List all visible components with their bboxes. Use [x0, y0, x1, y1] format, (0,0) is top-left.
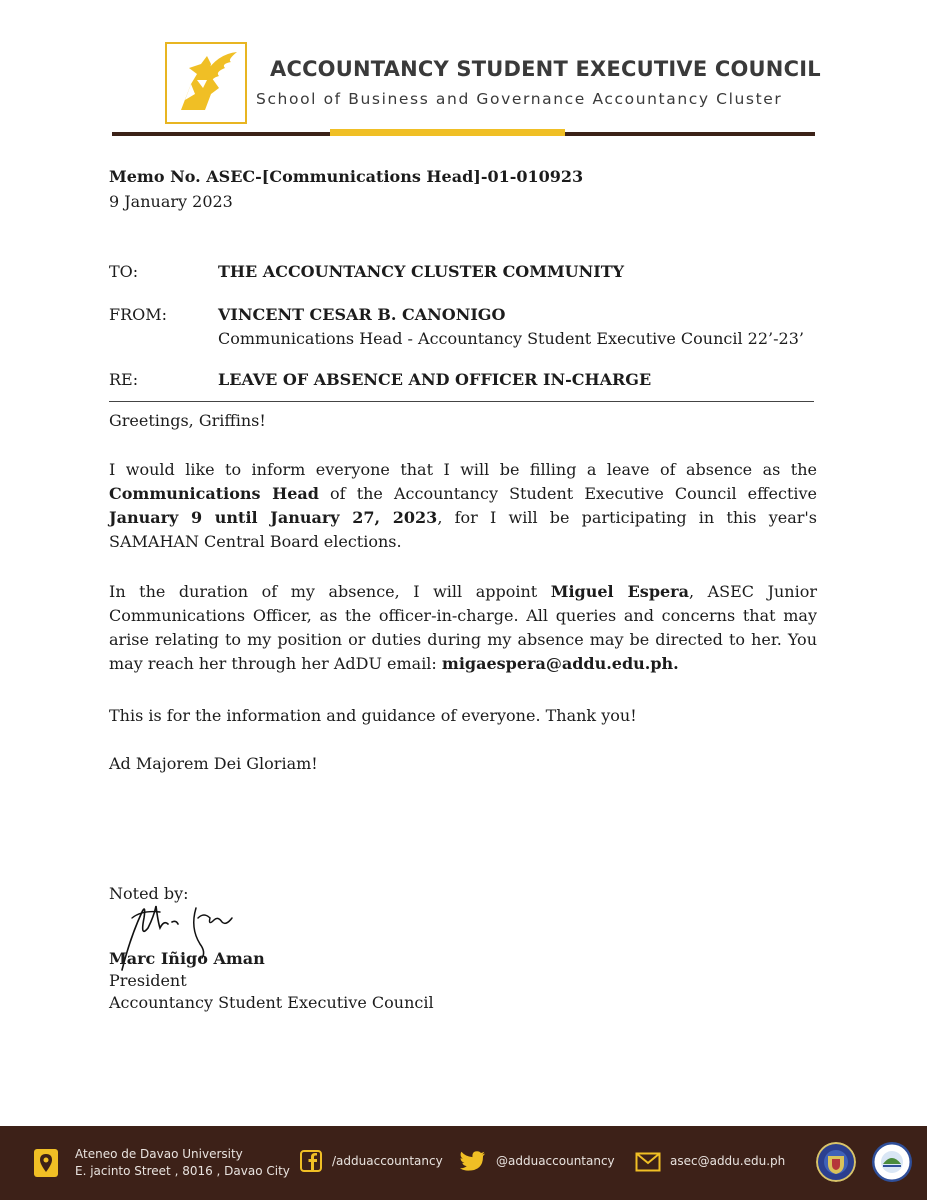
griffin-logo-icon: [167, 44, 245, 122]
signatory-organization: Accountancy Student Executive Council: [109, 993, 434, 1012]
twitter-icon[interactable]: [460, 1151, 486, 1171]
re-label: RE:: [109, 370, 139, 389]
to-label: TO:: [109, 262, 139, 281]
location-pin-icon: [34, 1149, 58, 1177]
city-seal-icon: [872, 1142, 912, 1182]
p1-text-1: I would like to inform everyone that I will be filling a leave of absence as the: [109, 460, 817, 479]
paragraph-thanks: [109, 704, 817, 728]
memo-date: 9 January 2023: [109, 192, 233, 211]
noted-by-label: Noted by:: [109, 884, 189, 903]
memo-head-divider: [109, 401, 814, 402]
closing-text: Ad Majorem Dei Gloriam!: [109, 754, 318, 773]
paragraph-officer-in-charge: [109, 580, 817, 676]
p1-bold-position: Communications Head: [109, 484, 319, 503]
from-name: VINCENT CESAR B. CANONIGO: [218, 305, 506, 324]
footer-address-line1: Ateneo de Davao University: [75, 1147, 243, 1161]
p2-bold-name: Miguel Espera: [550, 582, 689, 601]
paragraph-closing: [109, 752, 817, 776]
p2-bold-email: migaespera@addu.edu.ph.: [441, 654, 679, 673]
p2-text-1: In the duration of my absence, I will appoint: [109, 582, 551, 601]
p2-text-2: , ASEC Junior Communications Officer, as the officer-in-charge. All queries and concerns that may arise relating to my position or duties during my absence may be directed to her. You may reach her through her AdDU email:: [109, 582, 817, 673]
signatory-name: Marc Iñigo Aman: [109, 949, 265, 968]
re-value: LEAVE OF ABSENCE AND OFFICER IN-CHARGE: [218, 370, 652, 389]
footer-facebook-handle[interactable]: /adduaccountancy: [332, 1154, 443, 1168]
p1-text-3: , for I will be participating in this year's SAMAHAN Central Board elections.: [109, 508, 817, 551]
greeting: [109, 409, 817, 433]
p1-bold-dates: January 9 until January 27, 2023: [109, 508, 438, 527]
from-label: FROM:: [109, 305, 168, 324]
footer-bar: [0, 1126, 927, 1200]
memo-number: Memo No. ASEC-[Communications Head]-01-010923: [109, 167, 584, 186]
facebook-icon[interactable]: [300, 1150, 322, 1172]
header-accent-bar: [330, 129, 565, 136]
org-title: ACCOUNTANCY STUDENT EXECUTIVE COUNCIL: [270, 57, 821, 81]
from-title: Communications Head - Accountancy Student Executive Council 22’-23’: [218, 329, 804, 348]
paragraph-leave-notice: [109, 458, 817, 554]
org-subtitle: School of Business and Governance Accountancy Cluster: [256, 90, 783, 108]
thanks-text: This is for the information and guidance of everyone. Thank you!: [109, 706, 637, 725]
signatory-position: President: [109, 971, 187, 990]
footer-email[interactable]: asec@addu.edu.ph: [670, 1154, 786, 1168]
to-value: THE ACCOUNTANCY CLUSTER COMMUNITY: [218, 262, 625, 281]
footer-address-line2: E. jacinto Street , 8016 , Davao City: [75, 1164, 290, 1178]
mail-icon[interactable]: [635, 1152, 661, 1172]
p1-text-2: of the Accountancy Student Executive Council effective: [318, 484, 818, 503]
org-logo: [165, 42, 247, 124]
university-seal-icon: [816, 1142, 856, 1182]
greeting-text: Greetings, Griffins!: [109, 411, 266, 430]
footer-twitter-handle[interactable]: @adduaccountancy: [496, 1154, 615, 1168]
